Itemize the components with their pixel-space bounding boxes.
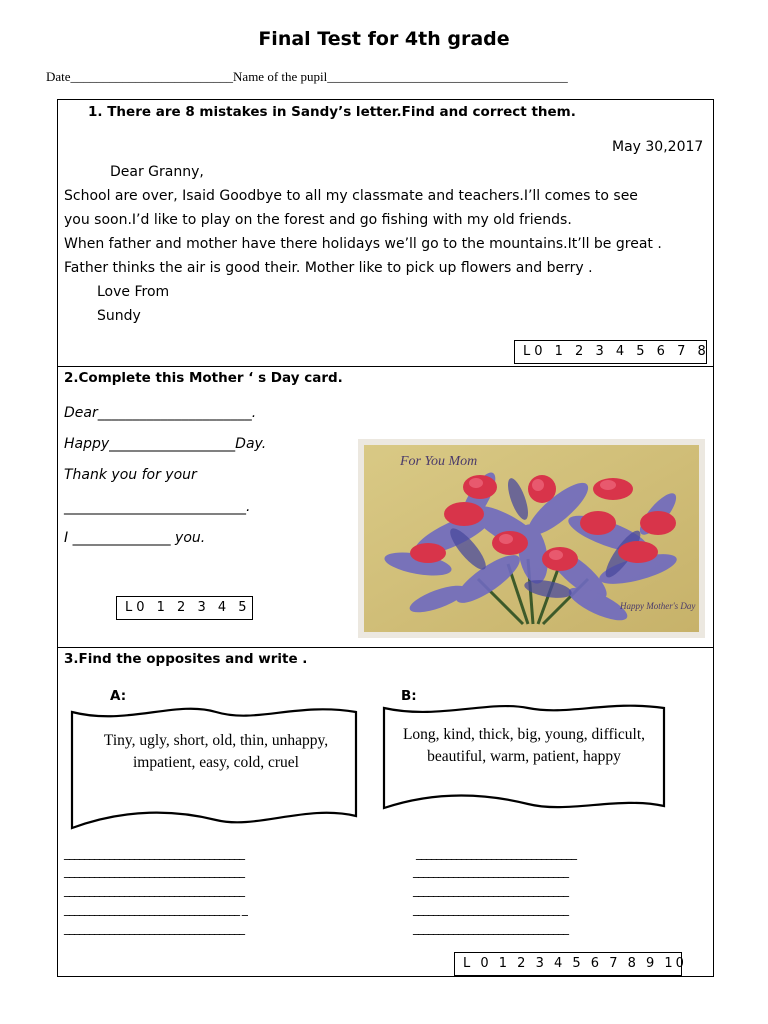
card-line: Happy__________________Day.	[64, 436, 267, 452]
section2-heading: 2.Complete this Mother ‘ s Day card.	[64, 370, 343, 386]
scroll-words-b: Long, kind, thick, big, young, difficult, beautiful, warm, patient, happy	[402, 726, 646, 765]
card-text-bottom	[619, 601, 695, 611]
answer-line-a: ____________________________________	[64, 883, 244, 897]
answer-line-a: ____________________________________	[64, 846, 244, 860]
answer-line-b: ________________________________	[416, 846, 576, 860]
svg-text:For You Mom: For You Mom	[400, 454, 478, 469]
score-box-section2: L0 1 2 3 4 5	[116, 596, 253, 620]
svg-text:Happy Mother's Day: Happy Mother's Day	[620, 601, 696, 611]
answer-line-a: ____________________________________	[64, 921, 244, 935]
section1-heading: 1. There are 8 mistakes in Sandy’s letter.Find and correct them.	[88, 104, 576, 120]
letter-greeting: Dear Granny,	[110, 164, 204, 180]
card-text-top	[399, 454, 477, 469]
answer-line-a: ___________________________________ _	[64, 902, 247, 916]
answer-line-a: ____________________________________	[64, 864, 244, 878]
mothers-day-card-image	[358, 439, 705, 638]
label-b: B:	[401, 688, 417, 704]
section3-heading: 3.Find the opposites and write .	[64, 651, 308, 667]
letter-line: When father and mother have there holidays we’ll go to the mountains.It’ll be great .	[64, 236, 662, 252]
letter-line: School are over, Isaid Goodbye to all my classmate and teachers.I’ll comes to see	[64, 188, 638, 204]
letter-closing: Love From	[97, 284, 170, 300]
answer-line-b: _______________________________	[413, 864, 568, 878]
letter-line: you soon.I’d like to play on the forest and go fishing with my old friends.	[64, 212, 572, 228]
answer-line-b: _______________________________	[413, 883, 568, 897]
card-line: __________________________.	[64, 499, 251, 515]
card-line: I ______________ you.	[64, 530, 206, 546]
date-name-line: Date_________________________Name of the pupil_____________________________________	[46, 69, 568, 84]
section-divider-1	[57, 366, 714, 367]
scroll-words-a: Tiny, ugly, short, old, thin, unhappy, impatient, easy, cold, cruel	[103, 732, 329, 771]
letter-line: Father thinks the air is good their. Mother like to pick up flowers and berry .	[64, 260, 593, 276]
letter-signature: Sundy	[97, 308, 141, 324]
label-a: A:	[110, 688, 127, 704]
card-line: Thank you for your	[64, 467, 197, 483]
score-box-section3: L 0 1 2 3 4 5 6 7 8 9 10	[454, 952, 682, 976]
score-box-section1: L0 1 2 3 4 5 6 7 8	[514, 340, 707, 364]
answer-line-b: _______________________________	[413, 902, 568, 916]
card-line: Dear______________________.	[64, 405, 257, 421]
page-title: Final Test for 4th grade	[258, 28, 510, 50]
answer-line-b: _______________________________	[413, 921, 568, 935]
section-divider-2	[57, 647, 714, 648]
letter-date: May 30,2017	[612, 139, 704, 155]
